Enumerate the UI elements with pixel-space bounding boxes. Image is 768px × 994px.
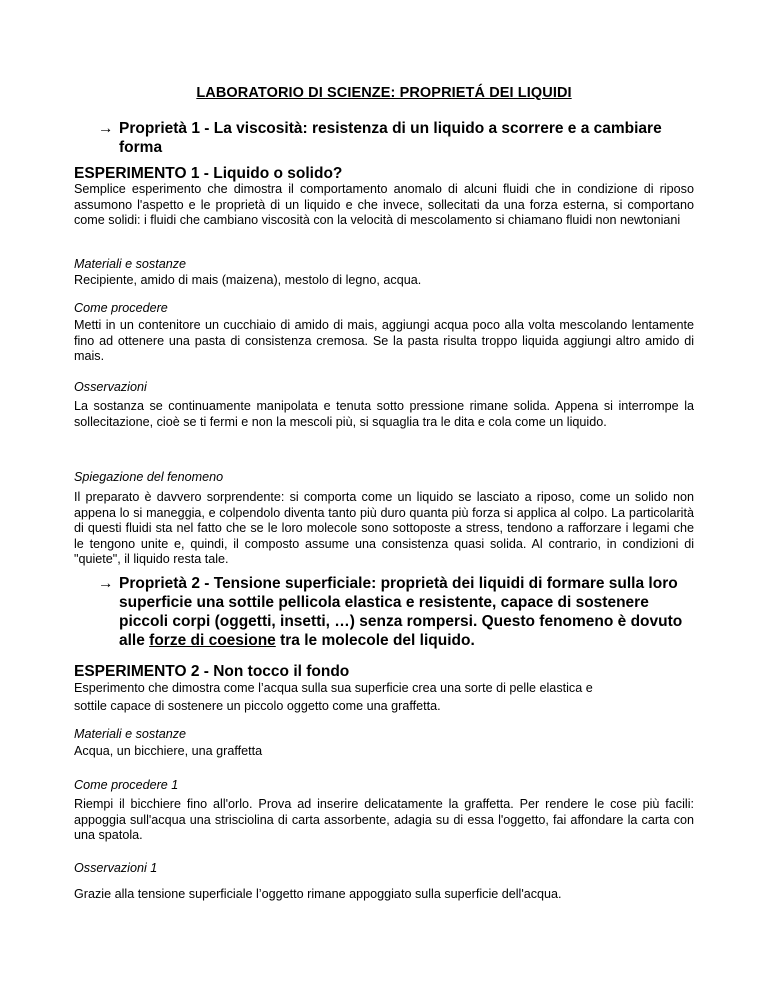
page-title: LABORATORIO DI SCIENZE: PROPRIETÁ DEI LIQUIDI [196, 85, 572, 101]
property-1-text: Proprietà 1 - La viscosità: resistenza di un liquido a scorrere e a cambiare forma [119, 120, 662, 156]
experiment-2-intro-line-1: Esperimento che dimostra come l’acqua sulla sua superficie crea una sorte di pelle elastica e [74, 681, 593, 695]
experiment-2-procedure-label: Come procedere 1 [74, 778, 179, 792]
experiment-2-intro-line-2: sottile capace di sostenere un piccolo oggetto come una graffetta. [74, 699, 441, 713]
property-2-text-end: tra le molecole del liquido. [275, 632, 475, 649]
experiment-2-materials: Acqua, un bicchiere, una graffetta [74, 744, 263, 758]
experiment-2-observations-label: Osservazioni 1 [74, 861, 158, 875]
experiment-2-heading: ESPERIMENTO 2 - Non tocco il fondo [74, 663, 350, 680]
experiment-1-explanation-label: Spiegazione del fenomeno [74, 470, 224, 484]
property-2-text: Proprietà 2 - Tensione superficiale: proprietà dei liquidi di formare sulla loro superficie una sottile pellicola elastica e resistente, capace di sostenere piccoli corpi (oggetti, insetti, …) senza rompersi. Questo fenomeno è dovuto alle [119, 575, 683, 649]
experiment-1-procedure-label: Come procedere [74, 301, 168, 315]
property-2-underlined-term: forze di coesione [149, 632, 276, 649]
experiment-1-observations-label: Osservazioni [74, 380, 147, 394]
experiment-1-explanation: Il preparato è davvero sorprendente: si comporta come un liquido se lasciato a riposo, come un solido non appena lo si maneggia, e colpendolo diventa tanto più duro quanta più forza si applica al colpo. La particolarità di questi fluidi sta nel fatto che se le loro molecole sono sottoposte a stress, tendono a rafforzare i legami che le tengono unite e, quindi, il composto assume una consistenza quasi solida. Al contrario, in condizioni di "quiete", il liquido resta tale. [74, 490, 694, 567]
property-1-heading [98, 119, 698, 157]
experiment-2-materials-label: Materiali e sostanze [74, 727, 186, 741]
experiment-2-procedure: Riempi il bicchiere fino all'orlo. Prova ad inserire delicatamente la graffetta. Per rendere le cose più facili: appoggia sull'acqua una strisciolina di carta assorbente, adagia su di essa l'oggetto, fai affondare la carta con una spatola. [74, 797, 694, 843]
arrow-icon: → [98, 575, 114, 592]
experiment-1-materials-label: Materiali e sostanze [74, 257, 186, 271]
experiment-1-heading: ESPERIMENTO 1 - Liquido o solido? [74, 165, 343, 182]
experiment-1-procedure: Metti in un contenitore un cucchiaio di amido di mais, aggiungi acqua poco alla volta mescolando lentamente fino ad ottenere una pasta di consistenza cremosa. Se la pasta risulta troppo liquida aggiungi altro amido di mais. [74, 318, 694, 364]
experiment-1-observations: La sostanza se continuamente manipolata e tenuta sotto pressione rimane solida. Appena si interrompe la sollecitazione, cioè se ti fermi e non la mescoli più, si squaglia tra le dita e cola come un liquido. [74, 399, 694, 429]
arrow-icon: → [98, 120, 114, 137]
property-2-heading [98, 574, 698, 650]
experiment-2-observations: Grazie alla tensione superficiale l’oggetto rimane appoggiato sulla superficie dell'acqua. [74, 887, 562, 901]
experiment-1-materials: Recipiente, amido di mais (maizena), mestolo di legno, acqua. [74, 273, 422, 287]
experiment-1-intro: Semplice esperimento che dimostra il comportamento anomalo di alcuni fluidi che in condizione di riposo assumono l'aspetto e le proprietà di un liquido e che invece, sollecitati da una forza esterna, si comportano come solidi: i fluidi che cambiano viscosità con la velocità di mescolamento si chiamano fluidi non newtoniani [74, 182, 694, 228]
